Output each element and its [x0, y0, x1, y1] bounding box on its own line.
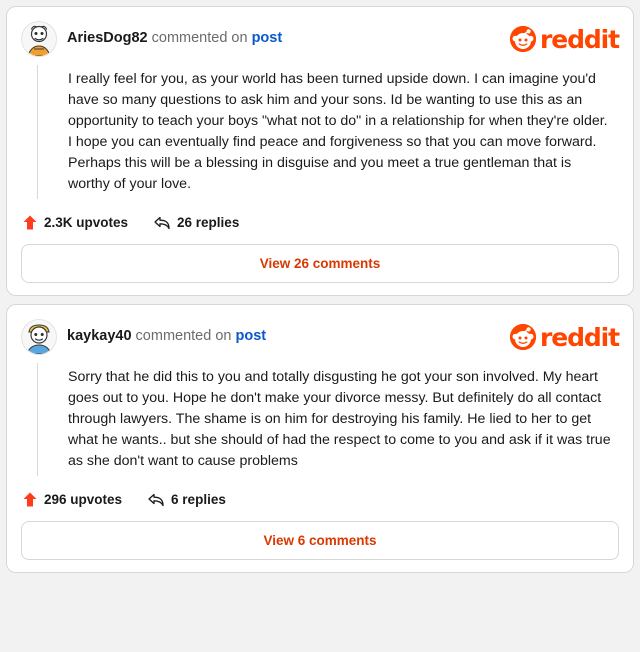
comment-body-wrap — [21, 65, 619, 199]
replies-stat[interactable] — [148, 492, 226, 507]
reply-arrow-icon — [154, 216, 170, 230]
comment-card — [6, 6, 634, 296]
post-link[interactable]: post — [251, 30, 283, 47]
reddit-mark-icon — [510, 324, 536, 350]
reply-arrow-icon — [148, 493, 164, 507]
comment-meta-row — [21, 215, 619, 230]
action-text: commented on — [135, 328, 232, 345]
view-comments-button[interactable]: View 6 comments — [21, 521, 619, 560]
username[interactable]: kaykay40 — [67, 328, 132, 345]
avatar — [21, 21, 57, 57]
avatar — [21, 319, 57, 355]
comment-body-wrap — [21, 363, 619, 476]
reddit-mark-icon — [510, 26, 536, 52]
reddit-wordmark: reddit — [540, 24, 619, 54]
reddit-logo — [510, 26, 619, 52]
reddit-logo — [510, 324, 619, 350]
comment-header-text — [67, 328, 266, 345]
username[interactable]: AriesDog82 — [67, 30, 148, 47]
action-text: commented on — [151, 30, 248, 47]
upvotes-label: 296 upvotes — [44, 492, 123, 507]
comment-meta-row — [21, 492, 619, 507]
upvotes-label: 2.3K upvotes — [44, 215, 129, 230]
upvote-arrow-icon — [23, 215, 37, 230]
replies-label: 6 replies — [171, 492, 226, 507]
comment-card-header — [21, 17, 619, 61]
reddit-wordmark: reddit — [540, 322, 619, 352]
view-comments-button[interactable]: View 26 comments — [21, 244, 619, 283]
comment-card — [6, 304, 634, 573]
upvote-arrow-icon — [23, 492, 37, 507]
replies-stat[interactable] — [154, 215, 239, 230]
post-link[interactable]: post — [235, 328, 267, 345]
comment-text: Sorry that he did this to you and totally disgusting he got your son involved. My heart goes out to you. Hope he don't make your divorce messy. But definitely do all contact through lawyers. The shame is on him for destroying his family. He lied to her to get what he wants.. but she should of had the respect to come to you and ask if it was true as she don't want to cause problems — [68, 369, 611, 469]
upvotes-stat[interactable] — [23, 492, 122, 507]
comment-header-text — [67, 30, 282, 47]
comment-card-header — [21, 315, 619, 359]
replies-label: 26 replies — [177, 215, 240, 230]
upvotes-stat[interactable] — [23, 215, 128, 230]
comment-text: I really feel for you, as your world has been turned upside down. I can imagine you'd have so many questions to ask him and your sons. Id be wanting to use this as an opportunity to teach your boys "what not to do" in a relationship for when they're older. I hope you can eventually find peace and forgiveness so that you can move forward. Perhaps this will be a blessing in disguise and you meet a true gentleman that is worthy of your love. — [68, 71, 608, 192]
